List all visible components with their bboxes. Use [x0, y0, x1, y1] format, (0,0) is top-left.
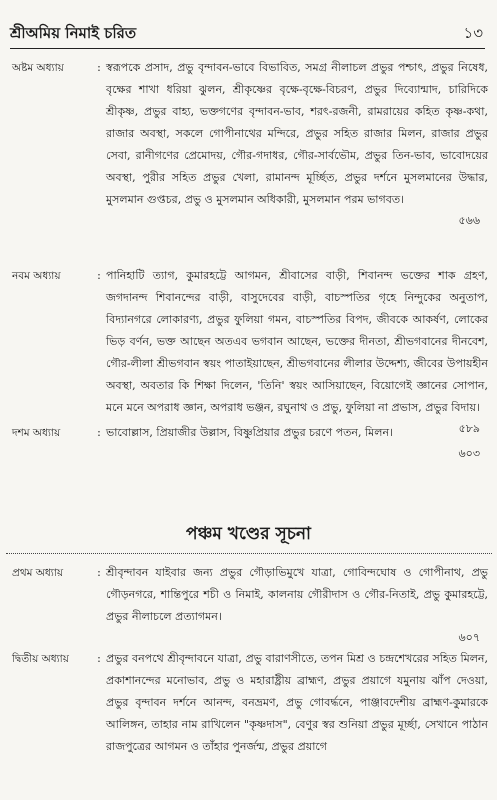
chapter-entry-10: [8, 422, 488, 464]
chapter-entry-8: [8, 57, 488, 231]
separator-colon: :: [97, 566, 101, 579]
chapter-entry-p5-1: [8, 562, 488, 648]
chapter-page-ref: ৫৮৯: [458, 422, 480, 435]
section-heading: পঞ্চম খণ্ডের সূচনা: [186, 524, 311, 544]
section-divider: [6, 553, 492, 554]
chapter-summary: ভাবোল্লাস, প্রিয়াজীর উল্লাস, বিষ্ণুপ্রিয়ার প্রভুর চরণে পতন, মিলন।: [106, 426, 393, 439]
separator-colon: :: [97, 652, 101, 665]
separator-colon: :: [97, 426, 101, 439]
book-title: শ্রীঅমিয় নিমাই চরিত: [10, 24, 137, 42]
chapter-label: অষ্টম অধ্যায়: [12, 62, 64, 74]
chapter-label: দ্বিতীয় অধ্যায়: [12, 653, 69, 665]
chapter-summary: স্বরূপকে প্রসাদ, প্রভু বৃন্দাবন-ভাবে বিভাবিত, সমগ্র নীলাচল প্রভুর পশ্চাৎ, প্রভুর নিষেধ, বৃক্ষের শাখা ধরিয়া ঝুলন, শ্রীকৃষ্ণের বৃক্ষে-বৃক্ষে-বিচরণ, প্রভুর দিব্যোন্মাদ, চারিদিকে শ্রীকৃষ্ণ, প্রভুর বাহ্য, ভক্তগণের বৃন্দাবন-ভাব, শরৎ-রজনী, রামরায়ের কহিত কৃষ্ণ-কথা, রাজার অবস্থা, সকলে গোপীনাথের মন্দিরে, প্রভুর সহিত রাজার মিলন, রাজার প্রভুর সেবা, রানীগণের প্রেমোদয়, গৌর-গদাধর, গৌর-সার্বভৌম, প্রভুর তিন-ভাব, ভাবোদয়ের অবস্থা, পুরীর সহিত প্রভুর খেলা, রামানন্দ মূর্চ্ছিত, প্রভুর দর্শনে মুসলমানের উদ্ধার, মুসলমান গুপ্তচর, প্রভু ও মুসলমান অধিকারী, মুসলমান পরম ভাগবত।: [106, 61, 488, 206]
chapter-label: নবম অধ্যায়: [12, 270, 61, 282]
separator-colon: :: [97, 61, 101, 74]
chapter-entry-p5-2: [8, 648, 488, 758]
chapter-page-ref: ৬০৭: [458, 631, 480, 644]
running-header: [10, 22, 485, 49]
chapter-label: দশম অধ্যায়: [12, 427, 61, 439]
chapter-summary: শ্রীবৃন্দাবন যাইবার জন্য প্রভুর গৌড়াভিমুখে যাত্রা, গোবিন্দঘোষ ও গোপীনাথ, প্রভু গৌড়নগরে, শান্তিপুরে শচী ও নিমাই, কালনায় গৌরীদাস ও গৌর-নিতাই, প্রভু কুমারহট্টে, প্রভুর নীলাচলে প্রত্যাগমন।: [106, 566, 488, 623]
chapter-summary: প্রভুর বনপথে শ্রীবৃন্দাবনে যাত্রা, প্রভু বারাণসীতে, তপন মিশ্র ও চন্দ্রশেখরের সহিত মিলন, প্রকাশানন্দের মনোভাব, প্রভু ও মহারাষ্ট্রীয় ব্রাহ্মণ, প্রভুর প্রয়াগে যমুনায় ঝাঁপ দেওয়া, প্রভুর বৃন্দাবন দর্শনে আনন্দ, বনভ্রমণ, প্রভু গোবর্দ্ধনে, পাঞ্জাবদেশীয় ব্রাহ্মণ-কুমারকে আলিঙ্গন, তাহার নাম রাখিলেন "কৃষ্ণদাস", বেণুর স্বর শুনিয়া প্রভুর মূর্চ্ছা, সেখানে পাঠান রাজপুত্রের আগমন ও তাঁহার পুনর্জন্ম, প্রভুর প্রয়াগে: [106, 652, 488, 753]
chapter-entry-9: [8, 265, 488, 439]
chapter-summary: পানিহাটি ত্যাগ, কুমারহট্টে আগমন, শ্রীবাসের বাড়ী, শিবানন্দ ভক্তের শাক গ্রহণ, জগদানন্দ শিবানন্দের বাড়ী, বাসুদেবের বাড়ী, বাচস্পতির গৃহে নিন্দুকের অনুতাপ, বিদ্যানগরে লোকারণ্য, প্রভুর ফুলিয়া গমন, বাচস্পতির বিপদ, জীবকে আকর্ষণ, লোকের ভিড় বর্ণন, ভক্ত আছেন অতএব ভগবান আছেন, ভক্তের দীনতা, শ্রীভগবানের দীনবেশ, গৌর-লীলা শ্রীভগবান স্বয়ং পাতাইয়াছেন, শ্রীভগবানের লীলার উদ্দেশ্য, জীবের উপায়হীন অবস্থা, অবতার কি শিক্ষা দিলেন, 'তিনি' স্বয়ং আসিয়াছেন, বিয়োগেই জ্ঞানের সোপান, মনে মনে অপরাধ জ্ঞান, অপরাধ ভঞ্জন, রঘুনাথ ও প্রভু, ফুলিয়া না প্রভাস, প্রভুর বিদায়।: [106, 269, 488, 414]
page-number: ১৩: [463, 24, 483, 42]
separator-colon: :: [97, 269, 101, 282]
chapter-label: প্রথম অধ্যায়: [12, 567, 64, 579]
chapter-page-ref: ৬০৩: [458, 447, 480, 460]
chapter-page-ref: ৫৬৬: [458, 214, 480, 227]
